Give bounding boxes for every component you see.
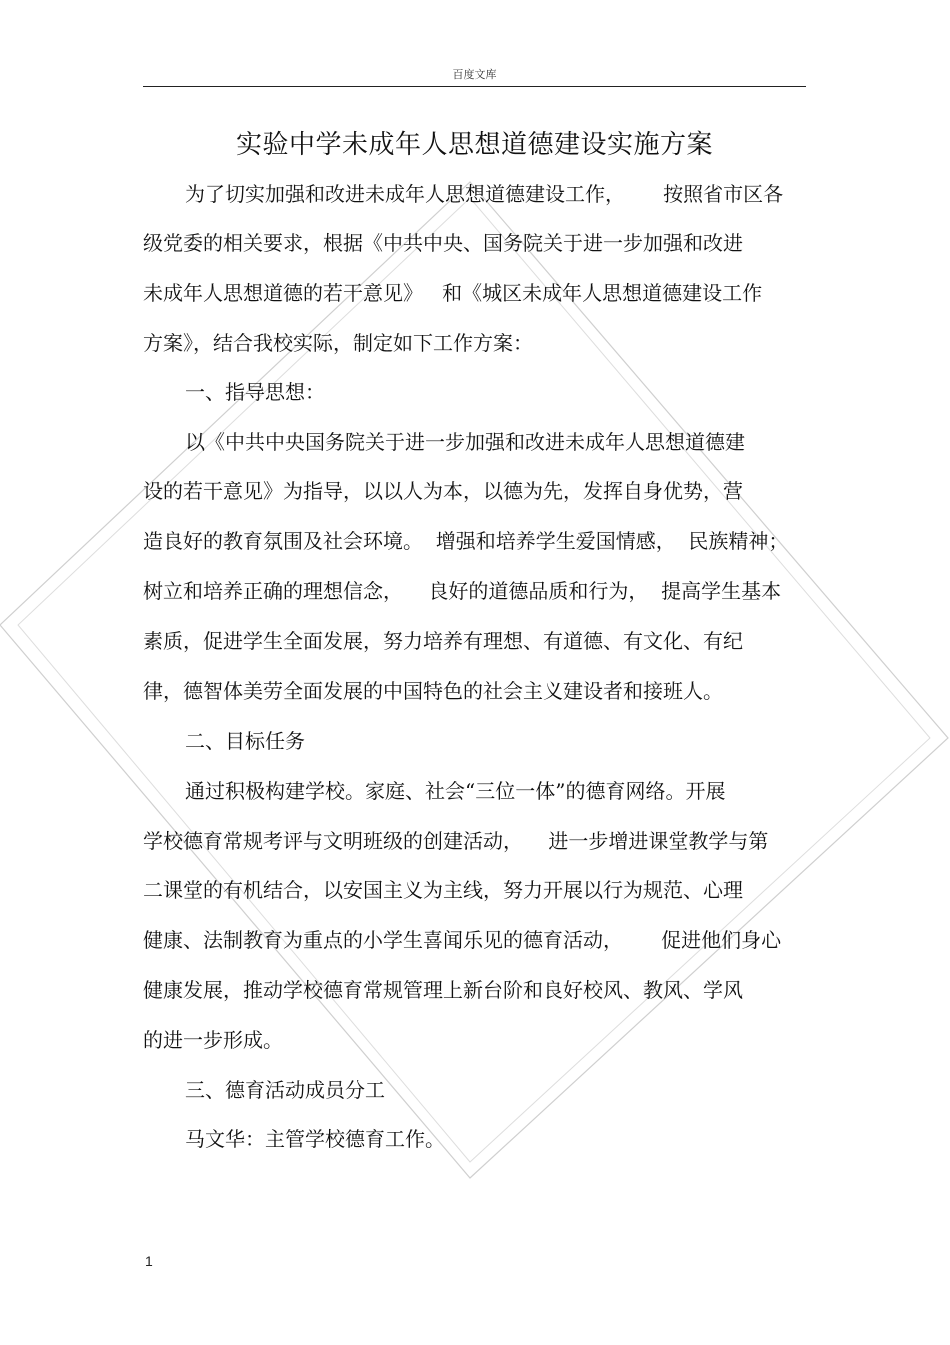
section-heading: 三、德育活动成员分工 — [185, 1078, 385, 1102]
paragraph-line: 造良好的教育氛围及社会环境。 增强和培养学生爱国情感， 民族精神； — [143, 529, 789, 553]
paragraph-line: 以《中共中央国务院关于进一步加强和改进未成年人思想道德建 — [185, 430, 745, 454]
paragraph-line: 树立和培养正确的理想信念， 良好的道德品质和行为， 提高学生基本 — [143, 579, 782, 603]
paragraph-line: 方案》，结合我校实际，制定如下工作方案： — [143, 331, 533, 355]
paragraph-line: 为了切实加强和改进未成年人思想道德建设工作， 按照省市区各 — [185, 182, 784, 206]
paragraph-line: 通过积极构建学校。家庭、社会“三位一体”的德育网络。开展 — [185, 779, 726, 803]
paragraph-line: 健康、法制教育为重点的小学生喜闻乐见的德育活动， 促进他们身心 — [143, 928, 782, 952]
paragraph-line: 的进一步形成。 — [143, 1028, 283, 1052]
paragraph-line: 健康发展，推动学校德育常规管理上新台阶和良好校风、教风、学风 — [143, 978, 743, 1002]
paragraph-line: 级党委的相关要求，根据《中共中央、国务院关于进一步加强和改进 — [143, 231, 743, 255]
paragraph-line: 未成年人思想道德的若干意见》 和《城区未成年人思想道德建设工作 — [143, 281, 763, 305]
section-heading: 二、目标任务 — [185, 729, 305, 753]
paragraph-line: 学校德育常规考评与文明班级的创建活动， 进一步增进课堂教学与第 — [143, 829, 769, 853]
section-heading: 一、指导思想： — [185, 380, 325, 404]
paragraph-line: 二课堂的有机结合，以安国主义为主线，努力开展以行为规范、心理 — [143, 878, 743, 902]
paragraph-line: 马文华：主管学校德育工作。 — [185, 1127, 445, 1151]
document-title: 实验中学未成年人思想道德建设实施方案 — [235, 130, 713, 160]
paragraph-line: 设的若干意见》为指导，以以人为本，以德为先，发挥自身优势，营 — [143, 479, 743, 503]
page-number: 1 — [145, 1253, 153, 1269]
paragraph-line: 素质，促进学生全面发展，努力培养有理想、有道德、有文化、有纪 — [143, 629, 743, 653]
paragraph-line: 律，德智体美劳全面发展的中国特色的社会主义建设者和接班人。 — [143, 679, 723, 703]
header-label: 百度文库 — [452, 68, 497, 81]
